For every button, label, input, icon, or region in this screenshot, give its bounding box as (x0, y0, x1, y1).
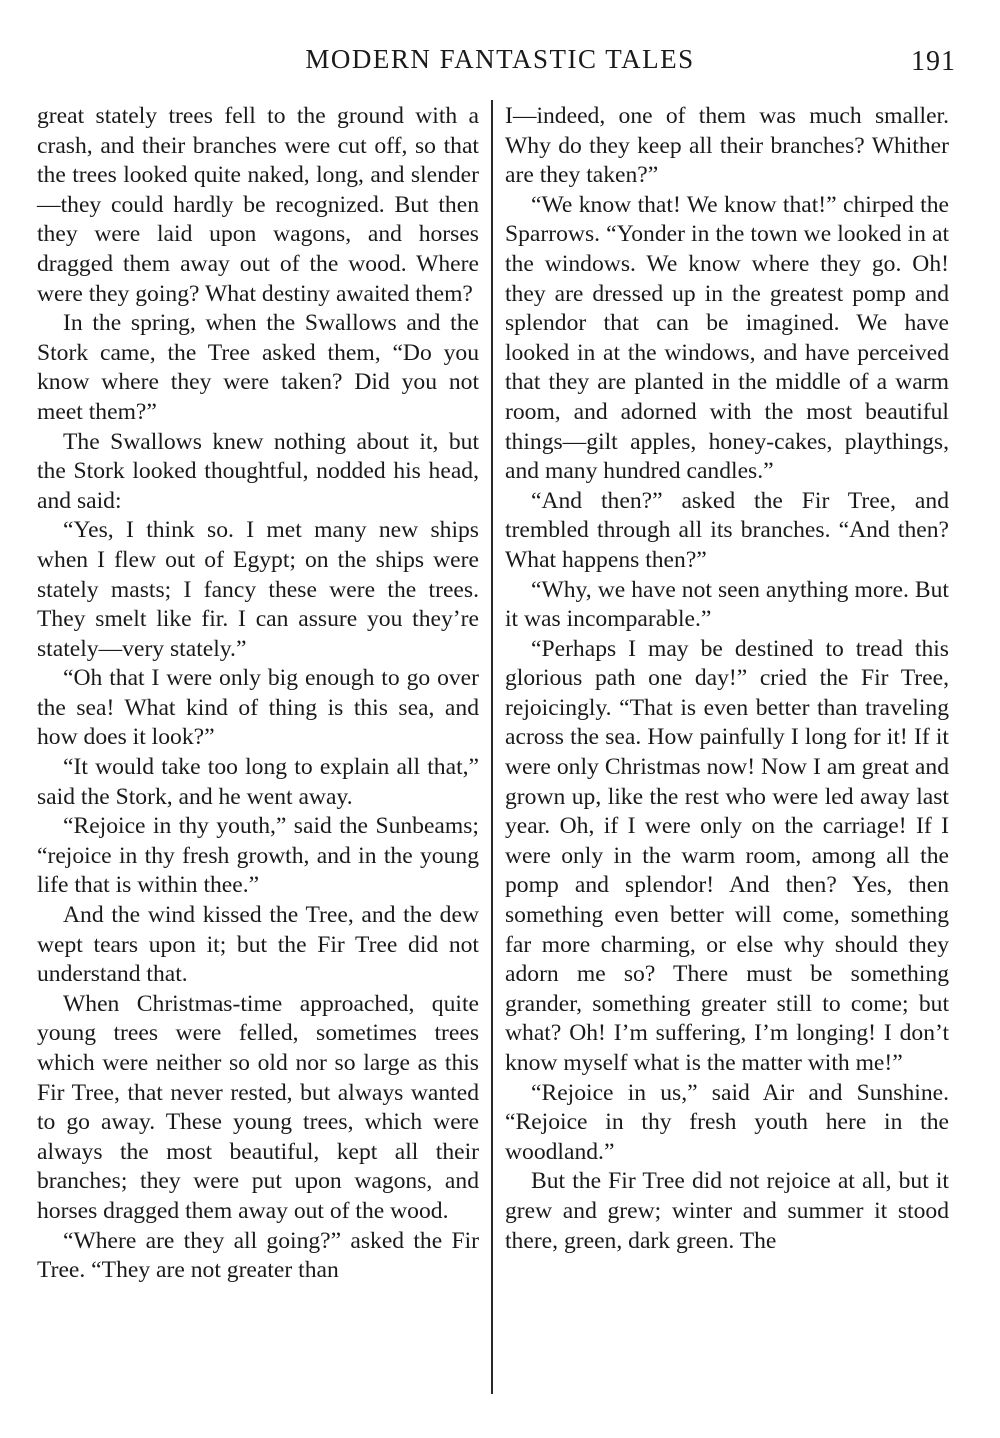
paragraph: “Where are they all going?” asked the Fir Tree. “They are not greater than (37, 1227, 479, 1284)
paragraph: But the Fir Tree did not rejoice at all, but it grew and grew; winter and summer it stood there, green, dark green. The (505, 1168, 949, 1254)
right-column (505, 102, 949, 1256)
paragraph: The Swallows knew nothing about it, but the Stork looked thoughtful, nodded his head, and said: (37, 428, 479, 514)
paragraph: When Christmas-time approached, quite young trees were felled, sometimes trees which were neither so old nor so large as this Fir Tree, that never rested, but always wanted to go away. These young trees, which were always the most beautiful, kept all their branches; they were put upon wagons, and horses dragged them away out of the wood. (37, 990, 479, 1224)
paragraph: “Why, we have not seen anything more. But it was incomparable.” (505, 576, 949, 633)
column-divider (491, 100, 493, 1394)
paragraph: “It would take too long to explain all that,” said the Stork, and he went away. (37, 754, 479, 810)
paragraph: great stately trees fell to the ground with a crash, and their branches were cut off, so that the trees looked quite naked, long, and slender—they could hardly be recognized. But then they were laid upon wagons, and horses dragged them away out of the wood. Where were they going? What destiny awaited them? (37, 103, 479, 307)
paragraph: And the wind kissed the Tree, and the dew wept tears upon it; but the Fir Tree did not understand that. (37, 902, 479, 988)
paragraph: “We know that! We know that!” chirped the Sparrows. “Yonder in the town we looked in at the windows. We know where they go. Oh! they are dressed up in the greatest pomp and splendor that can be imagined. We have looked in at the windows, and have perceived that they are planted in the middle of a warm room, and adorned with the most beautiful things—gilt apples, honey-cakes, playthings, and many hundred candles.” (505, 191, 949, 485)
page-number: 191 (911, 46, 956, 77)
running-title: MODERN FANTASTIC TALES (305, 44, 695, 74)
paragraph: “And then?” asked the Fir Tree, and trembled through all its branches. “And then? What happens then?” (505, 487, 949, 573)
paragraph: “Rejoice in thy youth,” said the Sunbeams; “rejoice in thy fresh growth, and in the young life that is within thee.” (37, 813, 479, 899)
paragraph: “Rejoice in us,” said Air and Sunshine. “Rejoice in thy fresh youth here in the woodland.” (505, 1079, 949, 1165)
paragraph: “Oh that I were only big enough to go over the sea! What kind of thing is this sea, and how does it look?” (37, 665, 479, 751)
paragraph: “Perhaps I may be destined to tread this glorious path one day!” cried the Fir Tree, rejoicingly. “That is even better than traveling across the sea. How painfully I long for it! If it were only Christmas now! Now I am great and grown up, like the rest who were led away last year. Oh, if I were only on the carriage! If I were only in the warm room, among all the pomp and splendor! And then? Yes, then something even better will come, something far more charming, or else why should they adorn me so? There must be something grander, something greater still to come; but what? Oh! I’m suffering, I’m longing! I don’t know myself what is the matter with me!” (505, 635, 949, 1076)
paragraph: I—indeed, one of them was much smaller. Why do they keep all their branches? Whither are they taken?” (505, 103, 949, 189)
left-column (37, 102, 479, 1286)
paragraph: In the spring, when the Swallows and the Stork came, the Tree asked them, “Do you know where they were taken? Did you not meet them?” (37, 310, 479, 425)
page-header (0, 44, 1000, 80)
paragraph: “Yes, I think so. I met many new ships when I flew out of Egypt; on the ships were stately masts; I fancy these were the trees. They smelt like fir. I can assure you they’re stately—very stately.” (37, 517, 479, 662)
